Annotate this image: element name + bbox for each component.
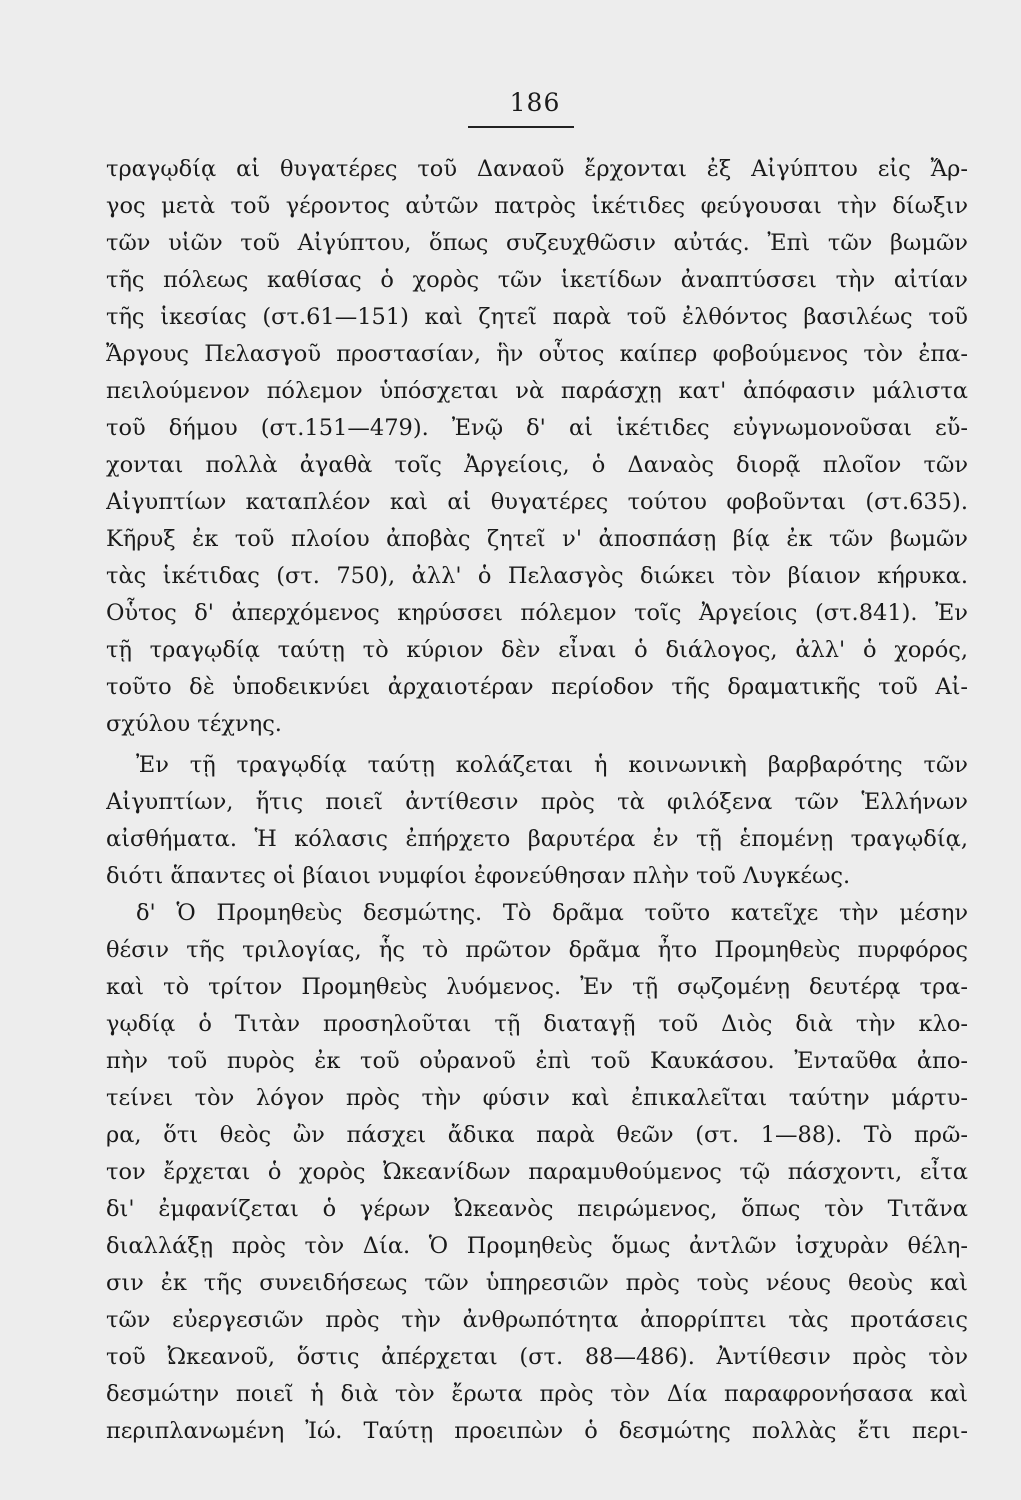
text-line: διαλλάξῃ πρὸς τὸν Δία. Ὁ Προμηθεὺς ὅμως ἀντλῶν ἰσχυρὰν θέλη- xyxy=(106,1233,968,1259)
text-line: τοῦ Ὠκεανοῦ, ὅστις ἀπέρχεται (στ. 88—486). Ἀντίθεσιν πρὸς τὸν xyxy=(106,1344,968,1370)
text-line: τον ἔρχεται ὁ χορὸς Ὠκεανίδων παραμυθούμενος τῷ πάσχοντι, εἶτα xyxy=(106,1159,968,1185)
page-number-rule xyxy=(468,126,574,128)
text-line: περιπλανωμένη Ἰώ. Ταύτῃ προειπὼν ὁ δεσμώτης πολλὰς ἔτι περι- xyxy=(106,1418,968,1444)
text-line: γῳδίᾳ ὁ Τιτὰν προσηλοῦται τῇ διαταγῇ τοῦ Διὸς διὰ τὴν κλο- xyxy=(106,1011,968,1037)
text-line: δεσμώτην ποιεῖ ἡ διὰ τὸν ἔρωτα πρὸς τὸν Δία παραφρονήσασα καὶ xyxy=(106,1381,968,1407)
text-line: τοῦ δήμου (στ.151—479). Ἐνῷ δ' αἱ ἱκέτιδες εὐγνωμονοῦσαι εὔ- xyxy=(106,415,968,441)
text-line: σχύλου τέχνης. xyxy=(106,711,282,737)
text-line: τὰς ἱκέτιδας (στ. 750), ἀλλ' ὁ Πελασγὸς διώκει τὸν βίαιον κήρυκα. xyxy=(106,563,968,589)
text-line: τῆς πόλεως καθίσας ὁ χορὸς τῶν ἱκετίδων ἀναπτύσσει τὴν αἰτίαν xyxy=(106,267,968,293)
text-line: Αἰγυπτίων, ἥτις ποιεῖ ἀντίθεσιν πρὸς τὰ φιλόξενα τῶν Ἑλλήνων xyxy=(106,789,968,815)
text-line: ρα, ὅτι θεὸς ὢν πάσχει ἄδικα παρὰ θεῶν (στ. 1—88). Τὸ πρῶ- xyxy=(106,1122,968,1148)
body-text xyxy=(106,151,968,1450)
text-line: θέσιν τῆς τριλογίας, ἧς τὸ πρῶτον δρᾶμα ἦτο Προμηθεὺς πυρφόρος xyxy=(106,937,968,963)
text-line: τραγῳδίᾳ αἱ θυγατέρες τοῦ Δαναοῦ ἔρχονται ἐξ Αἰγύπτου εἰς Ἄρ- xyxy=(106,156,968,182)
text-line: πὴν τοῦ πυρὸς ἐκ τοῦ οὐρανοῦ ἐπὶ τοῦ Καυκάσου. Ἐνταῦθα ἀπο- xyxy=(106,1048,968,1074)
text-line: τῇ τραγῳδίᾳ ταύτῃ τὸ κύριον δὲν εἶναι ὁ διάλογος, ἀλλ' ὁ χορός, xyxy=(106,637,968,663)
text-line: Ἄργους Πελασγοῦ προστασίαν, ἣν οὗτος καίπερ φοβούμενος τὸν ἐπα- xyxy=(106,341,968,367)
text-line: τείνει τὸν λόγον πρὸς τὴν φύσιν καὶ ἐπικαλεῖται ταύτην μάρτυ- xyxy=(106,1085,968,1111)
text-line: πειλούμενον πόλεμον ὑπόσχεται νὰ παράσχῃ κατ' ἀπόφασιν μάλιστα xyxy=(106,378,968,404)
text-line: χονται πολλὰ ἀγαθὰ τοῖς Ἀργείοις, ὁ Δαναὸς διορᾷ πλοῖον τῶν xyxy=(106,452,968,478)
text-line: δι' ἐμφανίζεται ὁ γέρων Ὠκεανὸς πειρώμενος, ὅπως τὸν Τιτᾶνα xyxy=(106,1196,968,1222)
text-line: καὶ τὸ τρίτον Προμηθεὺς λυόμενος. Ἐν τῇ σῳζομένῃ δευτέρᾳ τρα- xyxy=(106,974,968,1000)
text-line: τῶν εὐεργεσιῶν πρὸς τὴν ἀνθρωπότητα ἀπορρίπτει τὰς προτάσεις xyxy=(106,1307,968,1333)
text-line: δ' Ὁ Προμηθεὺς δεσμώτης. Τὸ δρᾶμα τοῦτο κατεῖχε τὴν μέσην xyxy=(136,900,968,926)
text-line: τῶν υἱῶν τοῦ Αἰγύπτου, ὅπως συζευχθῶσιν αὐτάς. Ἐπὶ τῶν βωμῶν xyxy=(106,230,968,256)
text-line: τοῦτο δὲ ὑποδεικνύει ἀρχαιοτέραν περίοδον τῆς δραματικῆς τοῦ Αἰ- xyxy=(106,674,968,700)
page-number: 186 xyxy=(509,88,561,117)
text-line: σιν ἐκ τῆς συνειδήσεως τῶν ὑπηρεσιῶν πρὸς τοὺς νέους θεοὺς καὶ xyxy=(106,1270,968,1296)
text-line: αἰσθήματα. Ἡ κόλασις ἐπήρχετο βαρυτέρα ἐν τῇ ἑπομένῃ τραγῳδίᾳ, xyxy=(106,826,968,852)
text-line: Ἐν τῇ τραγῳδίᾳ ταύτῃ κολάζεται ἡ κοινωνικὴ βαρβαρότης τῶν xyxy=(136,752,968,778)
text-line: Αἰγυπτίων καταπλέον καὶ αἱ θυγατέρες τούτου φοβοῦνται (στ.635). xyxy=(106,489,968,515)
text-line: Οὗτος δ' ἀπερχόμενος κηρύσσει πόλεμον τοῖς Ἀργείοις (στ.841). Ἐν xyxy=(106,600,968,626)
text-line: τῆς ἱκεσίας (στ.61—151) καὶ ζητεῖ παρὰ τοῦ ἐλθόντος βασιλέως τοῦ xyxy=(106,304,968,330)
text-line: γος μετὰ τοῦ γέροντος αὐτῶν πατρὸς ἱκέτιδες φεύγουσαι τὴν δίωξιν xyxy=(106,193,968,219)
text-line: διότι ἅπαντες οἱ βίαιοι νυμφίοι ἐφονεύθησαν πλὴν τοῦ Λυγκέως. xyxy=(106,863,851,889)
text-line: Κῆρυξ ἐκ τοῦ πλοίου ἀποβὰς ζητεῖ ν' ἀποσπάσῃ βίᾳ ἐκ τῶν βωμῶν xyxy=(106,526,968,552)
